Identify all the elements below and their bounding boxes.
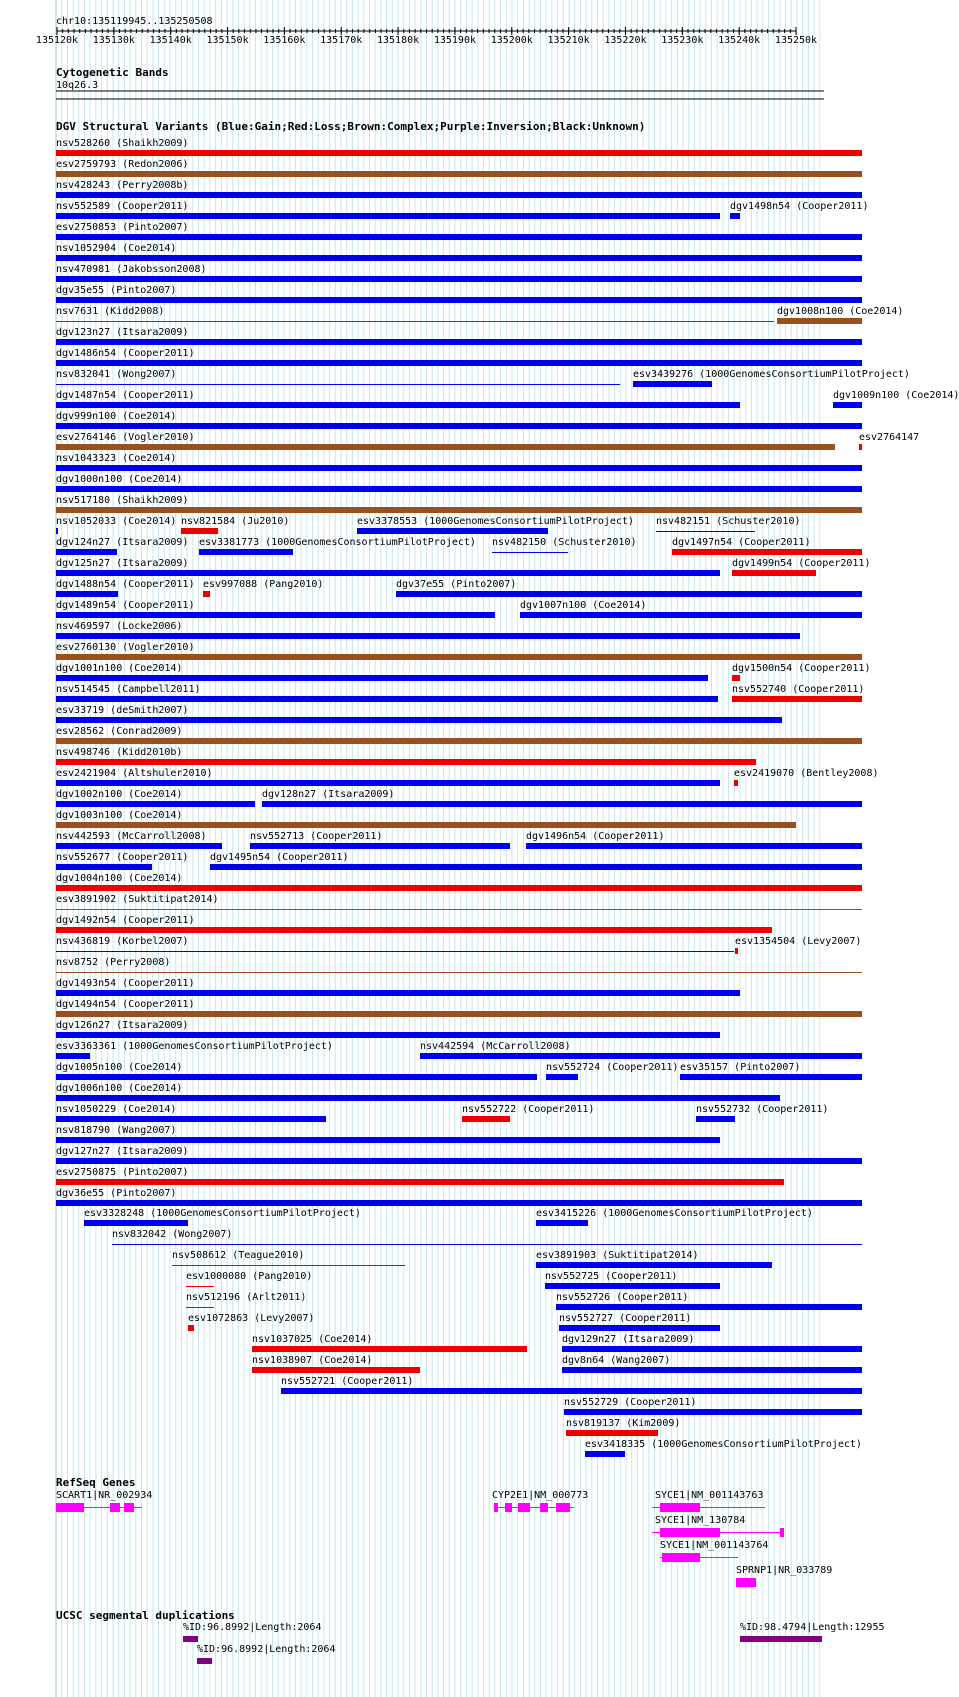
variant-bar[interactable]	[56, 801, 255, 807]
variant-label[interactable]: dgv1496n54 (Cooper2011)	[526, 831, 665, 842]
variant-label[interactable]: esv3891902 (Suktitipat2014)	[56, 894, 219, 905]
variant-bar[interactable]	[84, 1220, 188, 1226]
variant-bar[interactable]	[633, 381, 712, 387]
variant-label[interactable]: dgv1489n54 (Cooper2011)	[56, 600, 195, 611]
variant-bar[interactable]	[730, 213, 740, 219]
variant-label[interactable]: nsv552589 (Cooper2011)	[56, 201, 189, 212]
variant-bar[interactable]	[56, 990, 740, 996]
variant-label[interactable]: nsv469597 (Locke2006)	[56, 621, 183, 632]
variant-bar[interactable]	[56, 507, 862, 513]
variant-bar[interactable]	[735, 948, 738, 954]
variant-label[interactable]: dgv128n27 (Itsara2009)	[262, 789, 395, 800]
gene-exon[interactable]	[518, 1503, 530, 1512]
variant-label[interactable]: nsv482150 (Schuster2010)	[492, 537, 637, 548]
variant-bar[interactable]	[536, 1262, 772, 1268]
variant-label[interactable]: nsv482151 (Schuster2010)	[656, 516, 801, 527]
variant-label[interactable]: dgv35e55 (Pinto2007)	[56, 285, 177, 296]
gene-exon[interactable]	[780, 1528, 784, 1537]
variant-bar[interactable]	[56, 528, 58, 534]
variant-bar[interactable]	[252, 1367, 420, 1373]
variant-label[interactable]: dgv126n27 (Itsara2009)	[56, 1020, 189, 1031]
variant-label[interactable]: nsv552727 (Cooper2011)	[559, 1313, 692, 1324]
variant-bar[interactable]	[56, 1179, 784, 1185]
variant-label[interactable]: nsv552713 (Cooper2011)	[250, 831, 383, 842]
variant-label[interactable]: dgv127n27 (Itsara2009)	[56, 1146, 189, 1157]
variant-label[interactable]: esv3363361 (1000GenomesConsortiumPilotProject)	[56, 1041, 333, 1052]
variant-label[interactable]: dgv1007n100 (Coe2014)	[520, 600, 647, 611]
variant-bar[interactable]	[562, 1367, 862, 1373]
variant-bar[interactable]	[56, 486, 862, 492]
variant-label[interactable]: dgv37e55 (Pinto2007)	[396, 579, 517, 590]
variant-bar[interactable]	[56, 675, 708, 681]
variant-label[interactable]: esv33719 (deSmith2007)	[56, 705, 189, 716]
variant-bar[interactable]	[56, 1011, 862, 1017]
variant-bar[interactable]	[56, 321, 774, 322]
variant-label[interactable]: nsv436819 (Korbel2007)	[56, 936, 189, 947]
gene-label[interactable]: SYCE1|NM_001143764	[660, 1540, 769, 1551]
variant-label[interactable]: nsv442593 (McCarroll2008)	[56, 831, 207, 842]
variant-bar[interactable]	[520, 612, 862, 618]
variant-label[interactable]: nsv552729 (Cooper2011)	[564, 1397, 697, 1408]
variant-label[interactable]: esv2421904 (Altshuler2010)	[56, 768, 213, 779]
variant-bar[interactable]	[420, 1053, 862, 1059]
variant-bar[interactable]	[462, 1116, 510, 1122]
variant-label[interactable]: nsv832042 (Wong2007)	[112, 1229, 233, 1240]
variant-label[interactable]: esv2419070 (Bentley2008)	[734, 768, 879, 779]
variant-label[interactable]: nsv1052033 (Coe2014)	[56, 516, 177, 527]
variant-bar[interactable]	[186, 1307, 214, 1308]
variant-label[interactable]: dgv36e55 (Pinto2007)	[56, 1188, 177, 1199]
variant-label[interactable]: dgv1005n100 (Coe2014)	[56, 1062, 183, 1073]
variant-bar[interactable]	[56, 234, 862, 240]
variant-label[interactable]: esv2760130 (Vogler2010)	[56, 642, 195, 653]
region-label: chr10:135119945..135250508	[56, 16, 213, 27]
variant-label[interactable]: dgv1493n54 (Cooper2011)	[56, 978, 195, 989]
variant-label[interactable]: dgv1003n100 (Coe2014)	[56, 810, 183, 821]
variant-bar[interactable]	[56, 612, 495, 618]
variant-bar[interactable]	[203, 591, 210, 597]
variant-label[interactable]: nsv552726 (Cooper2011)	[556, 1292, 689, 1303]
variant-bar[interactable]	[56, 1074, 537, 1080]
variant-label[interactable]: dgv129n27 (Itsara2009)	[562, 1334, 695, 1345]
gene-exon[interactable]	[110, 1503, 120, 1512]
variant-label[interactable]: dgv1004n100 (Coe2014)	[56, 873, 183, 884]
gene-exon[interactable]	[124, 1503, 134, 1512]
variant-bar[interactable]	[56, 696, 718, 702]
variant-bar[interactable]	[56, 360, 862, 366]
variant-bar[interactable]	[777, 318, 862, 324]
variant-label[interactable]: esv3418335 (1000GenomesConsortiumPilotProject)	[585, 1439, 862, 1450]
variant-label[interactable]: nsv470981 (Jakobsson2008)	[56, 264, 207, 275]
variant-bar[interactable]	[56, 465, 862, 471]
variant-bar[interactable]	[732, 696, 862, 702]
variant-label[interactable]: esv2750853 (Pinto2007)	[56, 222, 189, 233]
variant-bar[interactable]	[566, 1430, 658, 1436]
variant-label[interactable]: nsv7631 (Kidd2008)	[56, 306, 165, 317]
variant-bar[interactable]	[56, 423, 862, 429]
segdup-bar[interactable]	[740, 1636, 822, 1642]
variant-bar[interactable]	[396, 591, 862, 597]
variant-label[interactable]: nsv821584 (Ju2010)	[181, 516, 290, 527]
variant-bar[interactable]	[210, 864, 862, 870]
variant-label[interactable]: dgv1487n54 (Cooper2011)	[56, 390, 195, 401]
variant-bar[interactable]	[680, 1074, 862, 1080]
variant-label[interactable]: nsv1038907 (Coe2014)	[252, 1355, 373, 1366]
variant-bar[interactable]	[564, 1409, 862, 1415]
gene-exon[interactable]	[556, 1503, 570, 1512]
gene-exon[interactable]	[660, 1528, 720, 1537]
variant-label[interactable]: nsv552732 (Cooper2011)	[696, 1104, 829, 1115]
variant-bar[interactable]	[188, 1325, 194, 1331]
gene-label[interactable]: SYCE1|NM_001143763	[655, 1490, 764, 1501]
variant-label[interactable]: esv1072863 (Levy2007)	[188, 1313, 315, 1324]
variant-label[interactable]: nsv514545 (Campbell2011)	[56, 684, 201, 695]
variant-label[interactable]: esv997088 (Pang2010)	[203, 579, 324, 590]
variant-label[interactable]: nsv512196 (Arlt2011)	[186, 1292, 307, 1303]
variant-label[interactable]: nsv552740 (Cooper2011)	[732, 684, 865, 695]
variant-bar[interactable]	[56, 384, 620, 385]
ruler-tick-label: 135230k	[661, 35, 704, 46]
cytoband-label: 10q26.3	[56, 80, 99, 91]
variant-label[interactable]: dgv1500n54 (Cooper2011)	[732, 663, 871, 674]
variant-bar[interactable]	[181, 528, 218, 534]
variant-bar[interactable]	[492, 552, 568, 553]
ruler-tick-label: 135240k	[718, 35, 761, 46]
gene-exon[interactable]	[540, 1503, 548, 1512]
ruler-tick-label: 135120k	[35, 35, 79, 46]
variant-label[interactable]: esv2764146 (Vogler2010)	[56, 432, 195, 443]
variant-label[interactable]: nsv552722 (Cooper2011)	[462, 1104, 595, 1115]
variant-label[interactable]: dgv124n27 (Itsara2009)	[56, 537, 189, 548]
gene-exon[interactable]	[660, 1503, 700, 1512]
variant-label[interactable]: nsv528260 (Shaikh2009)	[56, 138, 189, 149]
variant-bar[interactable]	[56, 780, 720, 786]
variant-bar[interactable]	[56, 759, 756, 765]
variant-bar[interactable]	[56, 909, 862, 910]
variant-label[interactable]: esv1354504 (Levy2007)	[735, 936, 862, 947]
variant-bar[interactable]	[250, 843, 510, 849]
variant-label[interactable]: nsv498746 (Kidd2010b)	[56, 747, 183, 758]
ruler-tick-label: 135250k	[774, 35, 818, 46]
variant-label[interactable]: dgv1009n100 (Coe2014)	[833, 390, 959, 401]
variant-label[interactable]: esv2759793 (Redon2006)	[56, 159, 189, 170]
variant-bar[interactable]	[56, 255, 862, 261]
variant-bar[interactable]	[56, 444, 835, 450]
variant-label[interactable]: nsv552677 (Cooper2011)	[56, 852, 189, 863]
variant-bar[interactable]	[696, 1116, 735, 1122]
variant-label[interactable]: nsv832041 (Wong2007)	[56, 369, 177, 380]
variant-bar[interactable]	[56, 402, 740, 408]
variant-bar[interactable]	[357, 528, 548, 534]
variant-bar[interactable]	[559, 1325, 720, 1331]
ruler-tick-label: 135170k	[320, 35, 363, 46]
gene-label[interactable]: SYCE1|NM_130784	[655, 1515, 746, 1526]
variant-bar[interactable]	[56, 822, 796, 828]
variant-label[interactable]: nsv819137 (Kim2009)	[566, 1418, 681, 1429]
variant-label[interactable]: dgv1498n54 (Cooper2011)	[730, 201, 869, 212]
ruler-tick-label: 135150k	[206, 35, 249, 46]
variant-label[interactable]: dgv1499n54 (Cooper2011)	[732, 558, 871, 569]
variant-label[interactable]: esv3328248 (1000GenomesConsortiumPilotProject)	[84, 1208, 361, 1219]
variant-label[interactable]: nsv552724 (Cooper2011)	[546, 1062, 679, 1073]
ruler-tick-label: 135180k	[376, 35, 420, 46]
variant-label[interactable]: dgv999n100 (Coe2014)	[56, 411, 177, 422]
variant-bar[interactable]	[556, 1304, 862, 1310]
ruler-tick-label: 135190k	[433, 35, 476, 46]
gene-exon[interactable]	[662, 1553, 700, 1562]
variant-bar[interactable]	[56, 1095, 780, 1101]
variant-bar[interactable]	[734, 780, 738, 786]
variant-bar[interactable]	[56, 1053, 90, 1059]
segdup-label[interactable]: %ID:98.4794|Length:12955	[740, 1622, 885, 1633]
gene-exon[interactable]	[494, 1503, 498, 1512]
dgv-title: DGV Structural Variants (Blue:Gain;Red:Loss;Brown:Complex;Purple:Inversion;Black:Unknown)	[56, 120, 646, 133]
variant-bar[interactable]	[56, 927, 772, 933]
segdup-label[interactable]: %ID:96.8992|Length:2064	[183, 1622, 322, 1633]
variant-bar[interactable]	[546, 1074, 578, 1080]
variant-label[interactable]: esv1000080 (Pang2010)	[186, 1271, 313, 1282]
variant-label[interactable]: esv35157 (Pinto2007)	[680, 1062, 801, 1073]
variant-bar[interactable]	[585, 1451, 625, 1457]
segdups-title: UCSC segmental duplications	[56, 1609, 235, 1622]
variant-bar[interactable]	[56, 633, 800, 639]
variant-bar[interactable]	[656, 531, 755, 532]
variant-bar[interactable]	[56, 1200, 862, 1206]
variant-label[interactable]: esv3378553 (1000GenomesConsortiumPilotProject)	[357, 516, 634, 527]
variant-label[interactable]: nsv1052904 (Coe2014)	[56, 243, 177, 254]
variant-bar[interactable]	[186, 1286, 214, 1287]
variant-bar[interactable]	[56, 549, 117, 555]
variant-bar[interactable]	[281, 1388, 862, 1394]
refseq-title: RefSeq Genes	[56, 1476, 136, 1489]
gene-exon[interactable]	[56, 1503, 84, 1512]
segdup-label[interactable]: %ID:96.8992|Length:2064	[197, 1644, 336, 1655]
variant-label[interactable]: dgv1492n54 (Cooper2011)	[56, 915, 195, 926]
variant-label[interactable]: esv3381773 (1000GenomesConsortiumPilotProject)	[199, 537, 476, 548]
variant-bar[interactable]	[56, 171, 862, 177]
variant-bar[interactable]	[859, 444, 862, 450]
variant-bar[interactable]	[56, 276, 862, 282]
variant-bar[interactable]	[56, 717, 782, 723]
variant-label[interactable]: dgv1008n100 (Coe2014)	[777, 306, 904, 317]
gene-label[interactable]: CYP2E1|NM_000773	[492, 1490, 589, 1501]
variant-bar[interactable]	[262, 801, 862, 807]
variant-label[interactable]: dgv1006n100 (Coe2014)	[56, 1083, 183, 1094]
ruler-tick-label: 135210k	[547, 35, 590, 46]
variant-bar[interactable]	[56, 738, 862, 744]
variant-bar[interactable]	[56, 150, 862, 156]
variant-bar[interactable]	[672, 549, 862, 555]
variant-bar[interactable]	[56, 192, 862, 198]
variant-label[interactable]: nsv1037025 (Coe2014)	[252, 1334, 373, 1345]
variant-bar[interactable]	[56, 297, 862, 303]
variant-label[interactable]: esv3415226 (1000GenomesConsortiumPilotProject)	[536, 1208, 813, 1219]
variant-label[interactable]: dgv1497n54 (Cooper2011)	[672, 537, 811, 548]
variant-label[interactable]: dgv123n27 (Itsara2009)	[56, 327, 189, 338]
variant-label[interactable]: esv2764147	[859, 432, 920, 443]
variant-bar[interactable]	[732, 675, 740, 681]
variant-bar[interactable]	[112, 1244, 862, 1245]
variant-bar[interactable]	[526, 843, 862, 849]
variant-bar[interactable]	[56, 1116, 326, 1122]
variant-bar[interactable]	[833, 402, 862, 408]
variant-label[interactable]: nsv1050229 (Coe2014)	[56, 1104, 177, 1115]
variant-bar[interactable]	[199, 549, 293, 555]
variant-bar[interactable]	[56, 951, 734, 952]
variant-label[interactable]: dgv1000n100 (Coe2014)	[56, 474, 183, 485]
variant-bar[interactable]	[56, 843, 222, 849]
variant-bar[interactable]	[172, 1265, 405, 1266]
variant-label[interactable]: dgv1002n100 (Coe2014)	[56, 789, 183, 800]
variant-label[interactable]: dgv1486n54 (Cooper2011)	[56, 348, 195, 359]
ruler-tick-label: 135220k	[604, 35, 647, 46]
variant-bar[interactable]	[56, 972, 862, 973]
variant-bar[interactable]	[536, 1220, 588, 1226]
variant-label[interactable]: esv28562 (Conrad2009)	[56, 726, 183, 737]
variant-bar[interactable]	[56, 1137, 720, 1143]
variant-bar[interactable]	[56, 654, 862, 660]
variant-label[interactable]: esv3439276 (1000GenomesConsortiumPilotProject)	[633, 369, 910, 380]
gene-exon[interactable]	[505, 1503, 512, 1512]
variant-label[interactable]: dgv1488n54 (Cooper2011)	[56, 579, 195, 590]
variant-label[interactable]: nsv1043323 (Coe2014)	[56, 453, 177, 464]
variant-bar[interactable]	[732, 570, 816, 576]
variant-label[interactable]: nsv552725 (Cooper2011)	[545, 1271, 678, 1282]
variant-bar[interactable]	[562, 1346, 862, 1352]
variant-bar[interactable]	[56, 885, 862, 891]
ruler-tick-label: 135200k	[490, 35, 533, 46]
variant-label[interactable]: esv3891903 (Suktitipat2014)	[536, 1250, 699, 1261]
variant-label[interactable]: nsv428243 (Perry2008b)	[56, 180, 189, 191]
variant-bar[interactable]	[56, 339, 862, 345]
variant-label[interactable]: nsv818790 (Wang2007)	[56, 1125, 177, 1136]
gene-exon[interactable]	[736, 1578, 756, 1587]
variant-label[interactable]: nsv8752 (Perry2008)	[56, 957, 171, 968]
variant-label[interactable]: esv2750875 (Pinto2007)	[56, 1167, 189, 1178]
variant-label[interactable]: dgv1494n54 (Cooper2011)	[56, 999, 195, 1010]
variant-bar[interactable]	[545, 1283, 720, 1289]
variant-label[interactable]: nsv508612 (Teague2010)	[172, 1250, 305, 1261]
variant-label[interactable]: nsv442594 (McCarroll2008)	[420, 1041, 571, 1052]
variant-label[interactable]: nsv552721 (Cooper2011)	[281, 1376, 414, 1387]
ruler-tick-label: 135130k	[92, 35, 135, 46]
ruler-tick-label: 135140k	[149, 35, 192, 46]
variant-label[interactable]: nsv517180 (Shaikh2009)	[56, 495, 189, 506]
variant-bar[interactable]	[252, 1346, 527, 1352]
gene-label[interactable]: SCART1|NR_002934	[56, 1490, 153, 1501]
variant-bar[interactable]	[56, 213, 720, 219]
cytobands-title: Cytogenetic Bands	[56, 66, 169, 79]
variant-label[interactable]: dgv1495n54 (Cooper2011)	[210, 852, 349, 863]
variant-bar[interactable]	[56, 864, 152, 870]
ruler-tick-label: 135160k	[263, 35, 306, 46]
variant-bar[interactable]	[56, 1032, 720, 1038]
variant-label[interactable]: dgv125n27 (Itsara2009)	[56, 558, 189, 569]
variant-bar[interactable]	[56, 591, 118, 597]
segdup-bar[interactable]	[197, 1658, 212, 1664]
variant-bar[interactable]	[56, 570, 720, 576]
segdup-bar[interactable]	[183, 1636, 198, 1642]
gene-label[interactable]: SPRNP1|NR_033789	[736, 1565, 833, 1576]
variant-label[interactable]: dgv1001n100 (Coe2014)	[56, 663, 183, 674]
variant-label[interactable]: dgv8n64 (Wang2007)	[562, 1355, 671, 1366]
variant-bar[interactable]	[56, 1158, 862, 1164]
